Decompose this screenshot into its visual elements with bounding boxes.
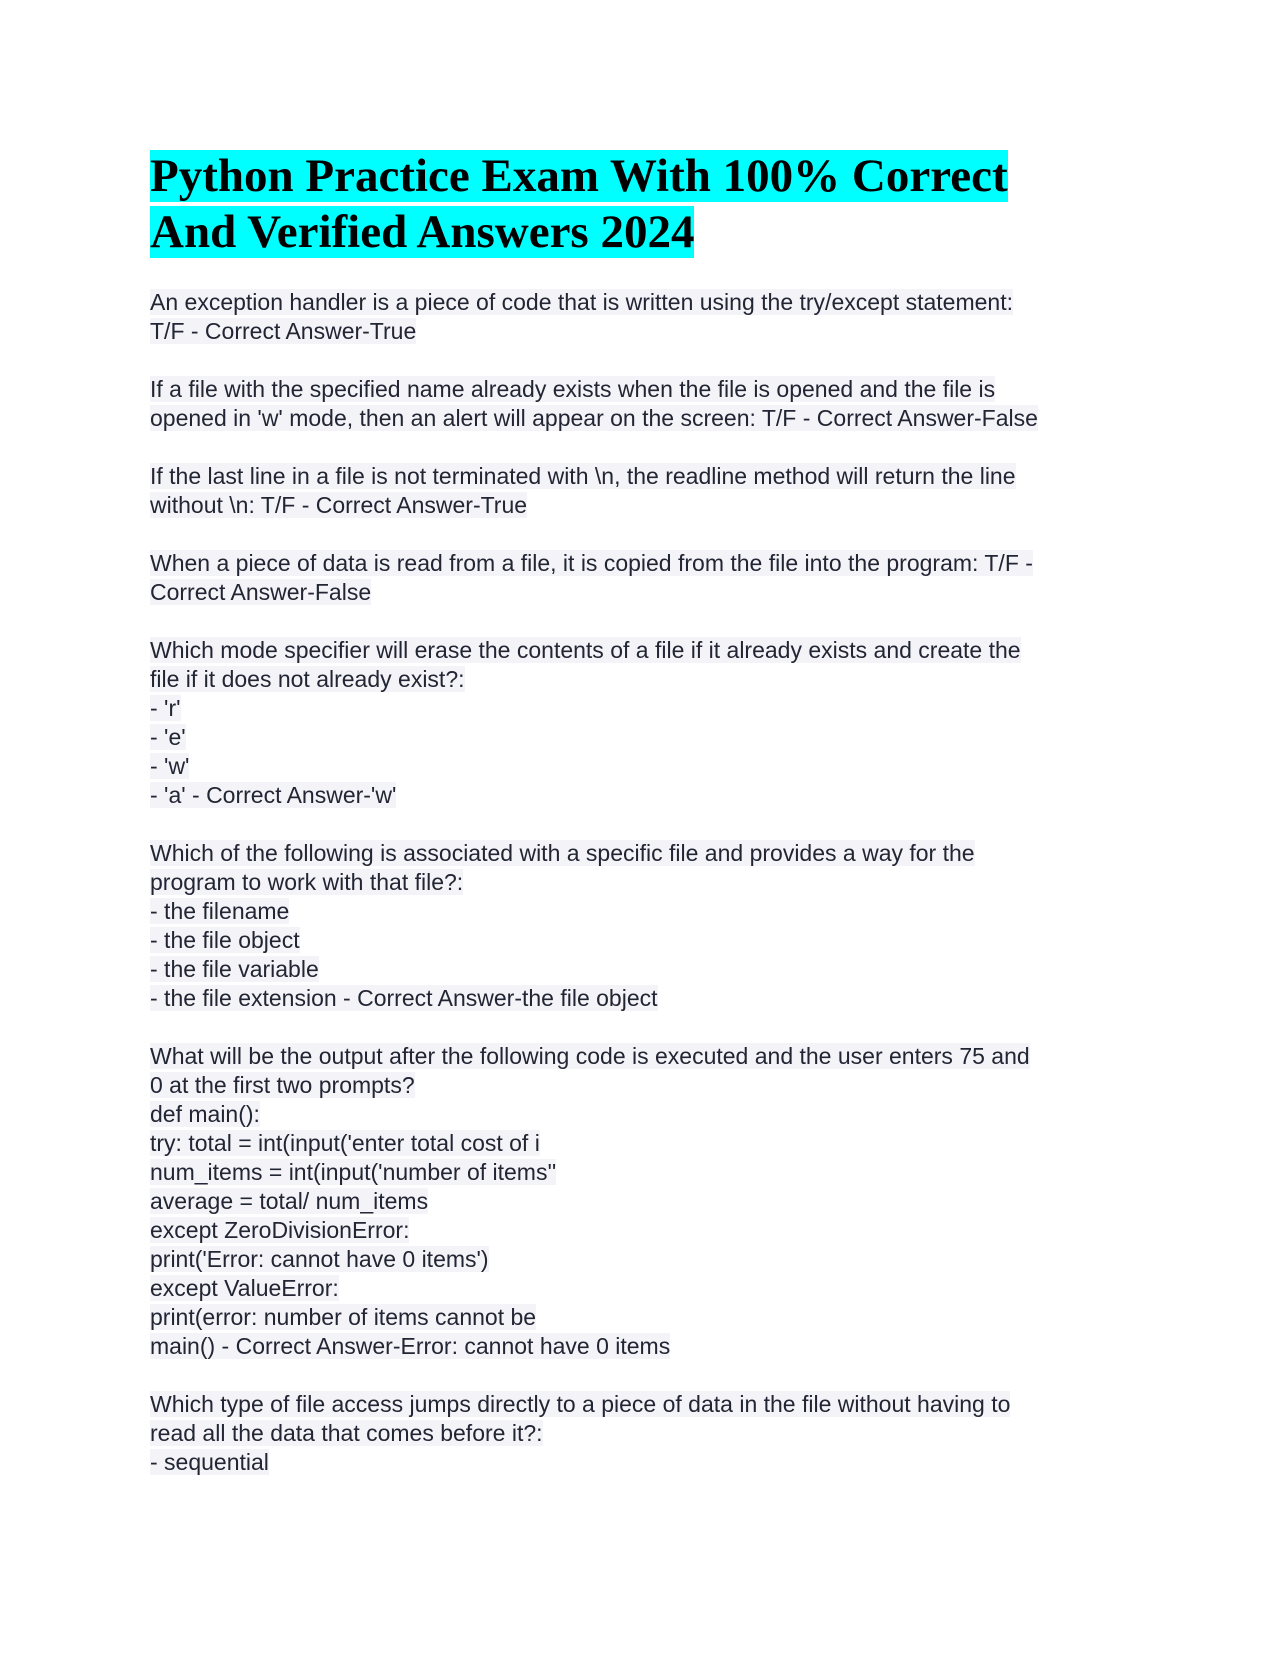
code-line: try: total = int(input('enter total cost of i bbox=[150, 1130, 540, 1156]
question-line: What will be the output after the following code is executed and the user enters 75 and bbox=[150, 1043, 1030, 1069]
option-line: - the file object bbox=[150, 927, 300, 953]
code-line: except ZeroDivisionError: bbox=[150, 1217, 410, 1243]
question-line: Which mode specifier will erase the contents of a file if it already exists and create the bbox=[150, 637, 1021, 663]
question-line: 0 at the first two prompts? bbox=[150, 1072, 415, 1098]
question-line: T/F - Correct Answer-True bbox=[150, 318, 417, 344]
option-line: - sequential bbox=[150, 1449, 269, 1475]
question-block bbox=[150, 839, 1130, 1013]
question-block bbox=[150, 375, 1130, 433]
title-highlight bbox=[150, 150, 1008, 258]
code-line: def main(): bbox=[150, 1101, 260, 1127]
question-block bbox=[150, 288, 1130, 346]
option-line: - 'e' bbox=[150, 724, 186, 750]
title-line: And Verified Answers 2024 bbox=[150, 206, 695, 258]
option-line: - the file extension - Correct Answer-the file object bbox=[150, 985, 658, 1011]
option-line: - 'a' - Correct Answer-'w' bbox=[150, 782, 397, 808]
question-block bbox=[150, 636, 1130, 810]
question-line: file if it does not already exist?: bbox=[150, 666, 465, 692]
question-line: Which type of file access jumps directly to a piece of data in the file without having to bbox=[150, 1391, 1011, 1417]
question-block bbox=[150, 549, 1130, 607]
document-page bbox=[150, 148, 1130, 1506]
question-block bbox=[150, 1390, 1130, 1477]
question-block bbox=[150, 462, 1130, 520]
question-line: read all the data that comes before it?: bbox=[150, 1420, 543, 1446]
question-line: When a piece of data is read from a file, it is copied from the file into the program: T/F - bbox=[150, 550, 1033, 576]
code-line: num_items = int(input('number of items'' bbox=[150, 1159, 557, 1185]
question-line: opened in 'w' mode, then an alert will appear on the screen: T/F - Correct Answer-False bbox=[150, 405, 1038, 431]
document-title bbox=[150, 148, 1130, 260]
option-line: - 'r' bbox=[150, 695, 181, 721]
question-line: If the last line in a file is not terminated with \n, the readline method will return the line bbox=[150, 463, 1016, 489]
code-line: print(error: number of items cannot be bbox=[150, 1304, 537, 1330]
question-line: Which of the following is associated with a specific file and provides a way for the bbox=[150, 840, 975, 866]
question-block bbox=[150, 1042, 1130, 1361]
code-line: average = total/ num_items bbox=[150, 1188, 429, 1214]
question-line: program to work with that file?: bbox=[150, 869, 464, 895]
question-line: An exception handler is a piece of code that is written using the try/except statement: bbox=[150, 289, 1013, 315]
title-line: Python Practice Exam With 100% Correct bbox=[150, 150, 1008, 202]
code-line: except ValueError: bbox=[150, 1275, 339, 1301]
code-line: print('Error: cannot have 0 items') bbox=[150, 1246, 489, 1272]
question-line: Correct Answer-False bbox=[150, 579, 372, 605]
option-line: - the file variable bbox=[150, 956, 319, 982]
option-line: - 'w' bbox=[150, 753, 190, 779]
question-line: without \n: T/F - Correct Answer-True bbox=[150, 492, 528, 518]
code-line: main() - Correct Answer-Error: cannot have 0 items bbox=[150, 1333, 671, 1359]
question-line: If a file with the specified name already exists when the file is opened and the file is bbox=[150, 376, 996, 402]
option-line: - the filename bbox=[150, 898, 290, 924]
